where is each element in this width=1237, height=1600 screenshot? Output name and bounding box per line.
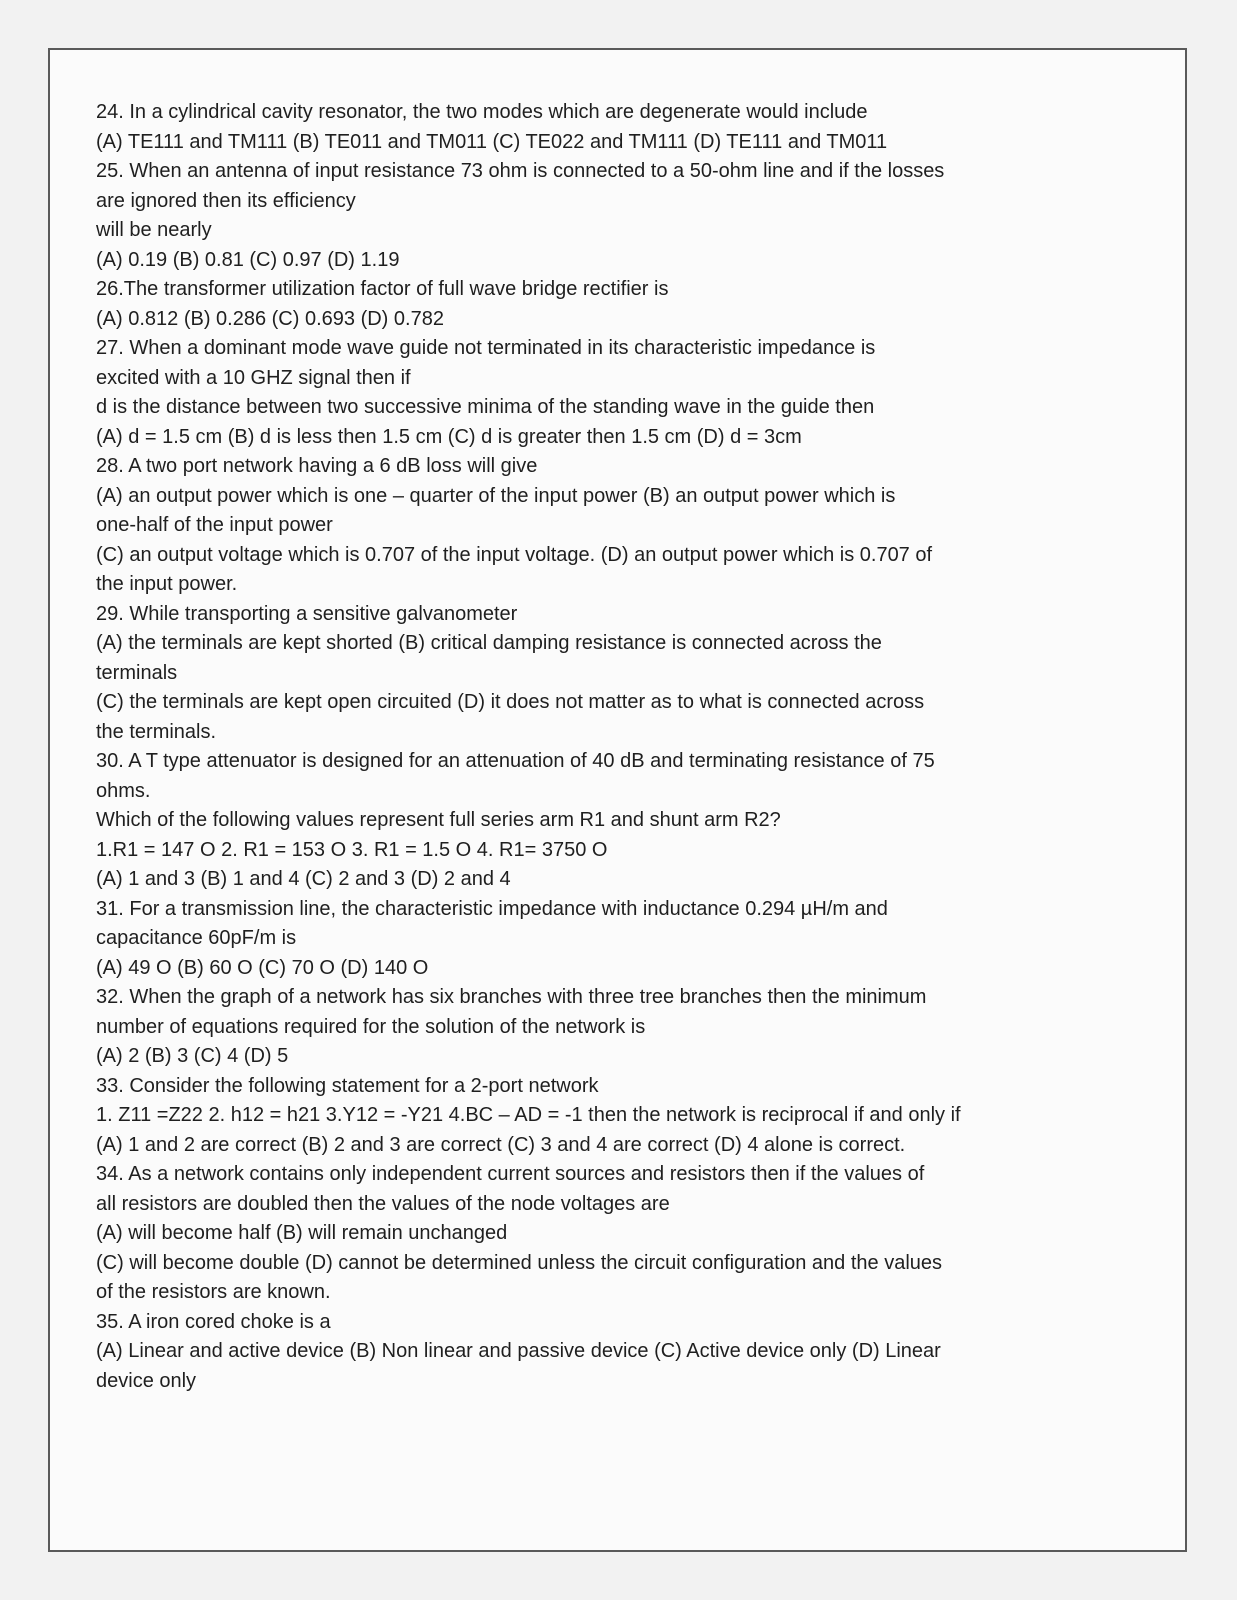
text-line: are ignored then its efficiency bbox=[96, 189, 356, 212]
text-line: d is the distance between two successive minima of the standing wave in the guide then bbox=[96, 396, 875, 418]
text-line: terminals bbox=[96, 661, 178, 684]
text-line: 1. Z11 =Z22 2. h12 = h21 3.Y12 = -Y21 4.BC – AD = -1 then the network is reciprocal if and only if bbox=[96, 1104, 961, 1126]
text-line: 30. A T type attenuator is designed for an attenuation of 40 dB and terminating resistance of 75 bbox=[96, 750, 935, 772]
text-line: Which of the following values represent full series arm R1 and shunt arm R2? bbox=[96, 809, 781, 831]
text-line: 31. For a transmission line, the characteristic impedance with inductance 0.294 µH/m and bbox=[96, 897, 888, 920]
text-line: one-half of the input power bbox=[96, 514, 333, 536]
text-line: (A) 1 and 2 are correct (B) 2 and 3 are correct (C) 3 and 4 are correct (D) 4 alone is correct. bbox=[96, 1133, 906, 1156]
text-line: 27. When a dominant mode wave guide not terminated in its characteristic impedance is bbox=[96, 337, 876, 359]
text-line: 35. A iron cored choke is a bbox=[96, 1310, 331, 1333]
text-line: the input power. bbox=[96, 573, 238, 595]
text-line: will be nearly bbox=[96, 219, 212, 241]
text-line: excited with a 10 GHZ signal then if bbox=[96, 366, 411, 389]
text-line: 29. While transporting a sensitive galvanometer bbox=[96, 602, 518, 625]
text-line: (A) 49 O (B) 60 O (C) 70 O (D) 140 O bbox=[96, 956, 429, 979]
text-line: (A) 2 (B) 3 (C) 4 (D) 5 bbox=[96, 1045, 289, 1067]
text-line: (A) 1 and 3 (B) 1 and 4 (C) 2 and 3 (D) 2 and 4 bbox=[96, 868, 511, 890]
text-line: (C) the terminals are kept open circuited (D) it does not matter as to what is connected across bbox=[96, 691, 925, 713]
text-line: number of equations required for the solution of the network is bbox=[96, 1015, 646, 1038]
text-line: 28. A two port network having a 6 dB loss will give bbox=[96, 455, 538, 477]
text-line: (A) will become half (B) will remain unchanged bbox=[96, 1222, 508, 1244]
text-line: device only bbox=[96, 1369, 197, 1392]
text-line: the terminals. bbox=[96, 720, 217, 743]
text-line: 26.The transformer utilization factor of full wave bridge rectifier is bbox=[96, 278, 669, 300]
question-text bbox=[96, 98, 1098, 1396]
text-line: 34. As a network contains only independent current sources and resistors then if the values of bbox=[96, 1163, 925, 1185]
text-line: 24. In a cylindrical cavity resonator, the two modes which are degenerate would include bbox=[96, 101, 868, 123]
text-line: ohms. bbox=[96, 779, 151, 802]
text-line: (A) the terminals are kept shorted (B) critical damping resistance is connected across the bbox=[96, 632, 882, 654]
text-line: (A) 0.812 (B) 0.286 (C) 0.693 (D) 0.782 bbox=[96, 307, 444, 330]
text-line: (A) Linear and active device (B) Non linear and passive device (C) Active device only (D) Linear bbox=[96, 1340, 941, 1362]
text-line: (A) d = 1.5 cm (B) d is less then 1.5 cm (C) d is greater then 1.5 cm (D) d = 3cm bbox=[96, 425, 802, 448]
text-line: capacitance 60pF/m is bbox=[96, 927, 297, 949]
text-line: all resistors are doubled then the values of the node voltages are bbox=[96, 1192, 670, 1215]
text-line: (C) will become double (D) cannot be determined unless the circuit configuration and the values bbox=[96, 1251, 943, 1274]
text-line: of the resistors are known. bbox=[96, 1281, 331, 1303]
text-line: (C) an output voltage which is 0.707 of the input voltage. (D) an output power which is 0.707 of bbox=[96, 543, 933, 566]
text-line: 25. When an antenna of input resistance 73 ohm is connected to a 50-ohm line and if the losses bbox=[96, 160, 945, 182]
text-line: 33. Consider the following statement for a 2-port network bbox=[96, 1074, 599, 1097]
text-line: (A) TE111 and TM111 (B) TE011 and TM011 (C) TE022 and TM111 (D) TE111 and TM011 bbox=[96, 130, 888, 153]
text-line: (A) an output power which is one – quarter of the input power (B) an output power which is bbox=[96, 484, 896, 507]
text-line: 1.R1 = 147 O 2. R1 = 153 O 3. R1 = 1.5 O 4. R1= 3750 O bbox=[96, 838, 608, 861]
text-line: (A) 0.19 (B) 0.81 (C) 0.97 (D) 1.19 bbox=[96, 248, 400, 271]
text-line: 32. When the graph of a network has six branches with three tree branches then the minimum bbox=[96, 986, 927, 1008]
